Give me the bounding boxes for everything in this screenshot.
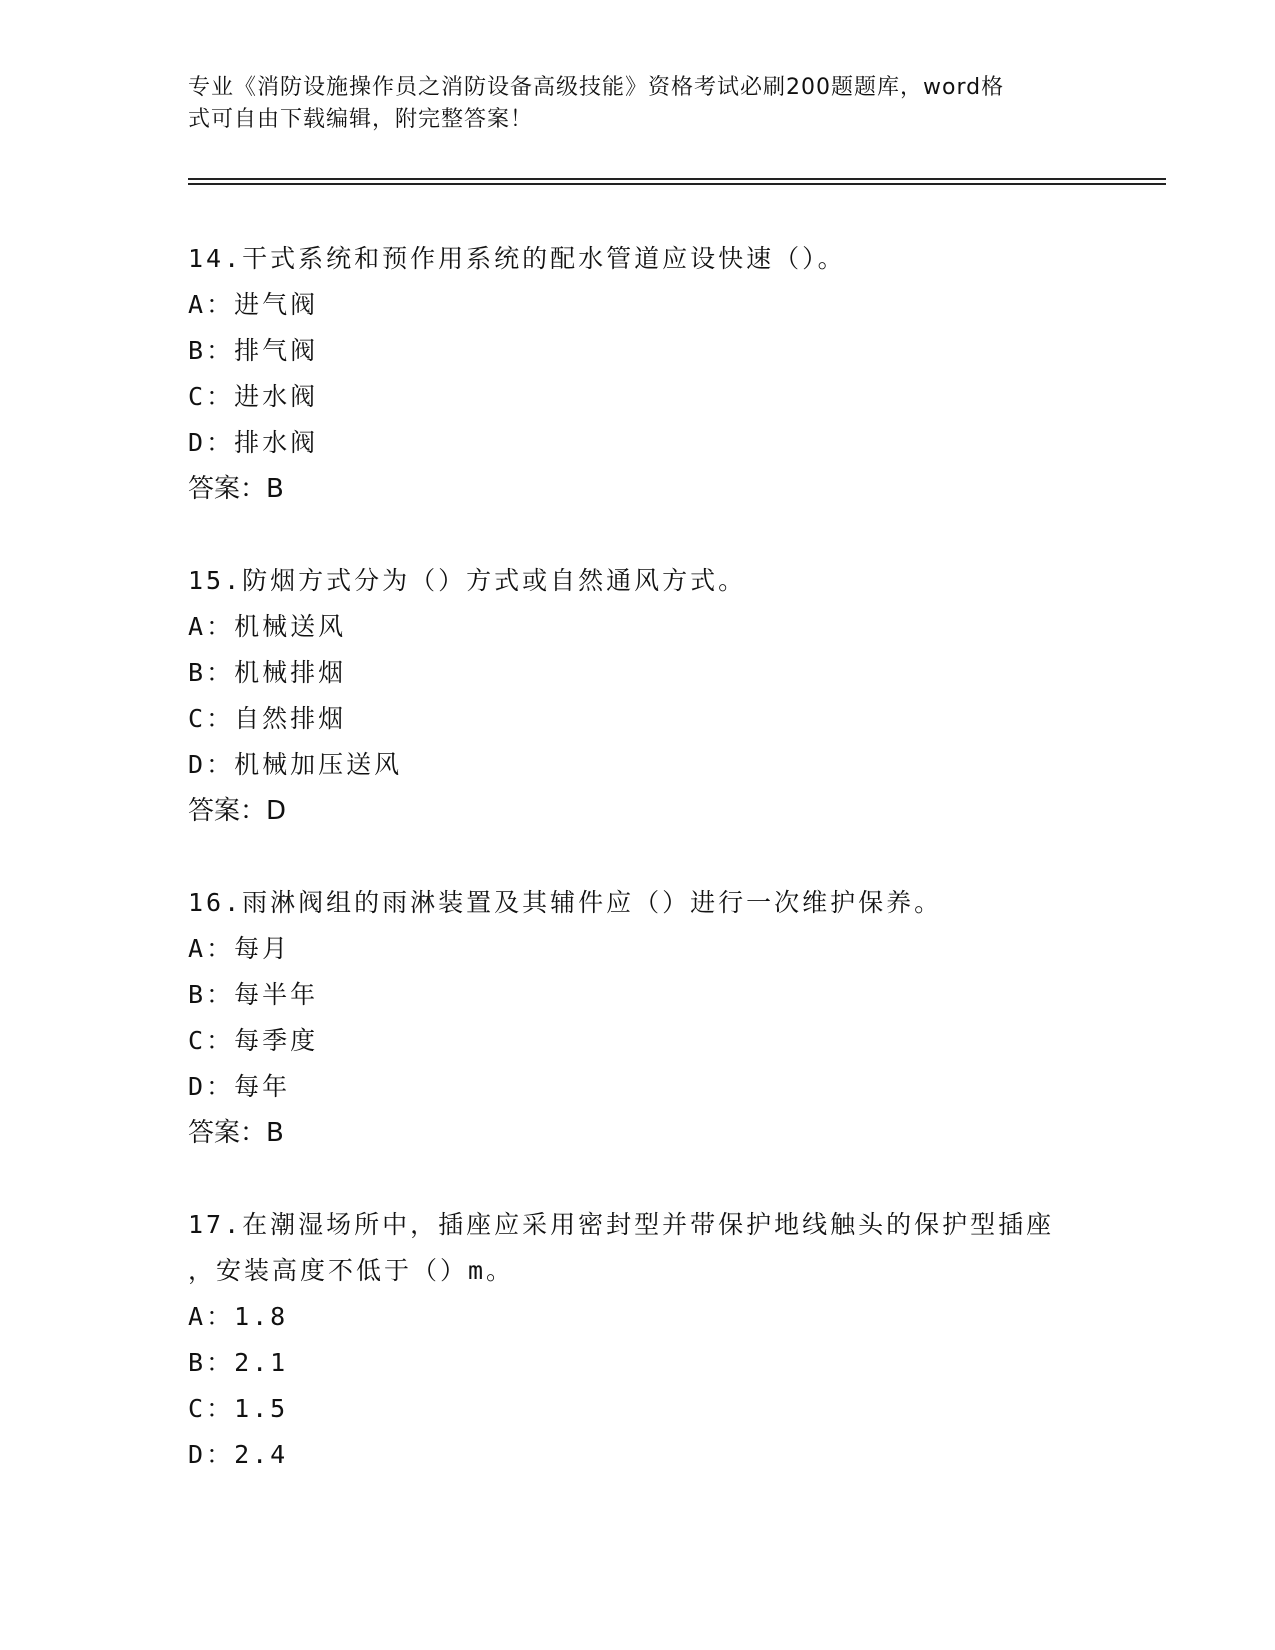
- option-text: 每月: [234, 934, 291, 963]
- option-letter: C: [188, 704, 207, 733]
- option-letter: D: [188, 428, 207, 457]
- question-16: [188, 880, 1088, 1156]
- answer-line: 答案：D: [188, 796, 287, 826]
- question-stem: 17.在潮湿场所中，插座应采用密封型并带保护地线触头的保护型插座: [188, 1210, 1055, 1239]
- option-letter: D: [188, 750, 207, 779]
- question-14: [188, 236, 1088, 512]
- option-c: C：自然排烟: [188, 696, 1088, 742]
- option-a: A：1.8: [188, 1294, 1088, 1340]
- option-d: D：2.4: [188, 1432, 1088, 1478]
- option-d: D：机械加压送风: [188, 742, 1088, 788]
- option-c: C：每季度: [188, 1018, 1088, 1064]
- option-letter: B: [188, 658, 207, 687]
- header-divider-bottom: [188, 183, 1166, 185]
- option-text: 每半年: [234, 980, 319, 1009]
- option-letter: A: [188, 612, 207, 641]
- option-d: D：每年: [188, 1064, 1088, 1110]
- question-stem: 15.防烟方式分为（）方式或自然通风方式。: [188, 566, 747, 595]
- option-letter: B: [188, 980, 207, 1009]
- question-stem: 16.雨淋阀组的雨淋装置及其辅件应（）进行一次维护保养。: [188, 888, 943, 917]
- option-text: 进气阀: [234, 290, 319, 319]
- option-b: B：2.1: [188, 1340, 1088, 1386]
- question-15: [188, 558, 1088, 834]
- option-b: B：每半年: [188, 972, 1088, 1018]
- option-text: 每年: [234, 1072, 291, 1101]
- header-line-2: 式可自由下载编辑，附完整答案！: [188, 107, 534, 132]
- option-text: 自然排烟: [234, 704, 347, 733]
- document-header: [188, 72, 1088, 136]
- option-letter: B: [188, 336, 207, 365]
- question-stem: 14.干式系统和预作用系统的配水管道应设快速（）。: [188, 244, 846, 273]
- question-stem-continued: ，安装高度不低于（）m。: [188, 1256, 515, 1285]
- answer-line: 答案：B: [188, 1118, 284, 1148]
- option-letter: A: [188, 934, 207, 963]
- option-text: 机械加压送风: [234, 750, 403, 779]
- option-text: 排水阀: [234, 428, 319, 457]
- answer-line: 答案：B: [188, 474, 284, 504]
- header-divider-top: [188, 178, 1166, 180]
- option-letter: C: [188, 1394, 207, 1423]
- option-letter: C: [188, 382, 207, 411]
- option-b: B：机械排烟: [188, 650, 1088, 696]
- option-text: 排气阀: [234, 336, 319, 365]
- option-letter: A: [188, 1302, 207, 1331]
- option-a: A：机械送风: [188, 604, 1088, 650]
- option-letter: D: [188, 1440, 207, 1469]
- option-d: D：排水阀: [188, 420, 1088, 466]
- option-b: B：排气阀: [188, 328, 1088, 374]
- option-c: C：1.5: [188, 1386, 1088, 1432]
- question-17: [188, 1202, 1088, 1478]
- option-letter: D: [188, 1072, 207, 1101]
- option-c: C：进水阀: [188, 374, 1088, 420]
- option-text: 2.4: [234, 1440, 289, 1469]
- option-text: 2.1: [234, 1348, 289, 1377]
- header-line-1: 专业《消防设施操作员之消防设备高级技能》资格考试必刷200题题库，word格: [188, 75, 1005, 100]
- option-text: 1.5: [234, 1394, 289, 1423]
- option-text: 机械送风: [234, 612, 347, 641]
- option-text: 1.8: [234, 1302, 289, 1331]
- option-letter: B: [188, 1348, 207, 1377]
- option-letter: A: [188, 290, 207, 319]
- option-text: 机械排烟: [234, 658, 347, 687]
- option-text: 进水阀: [234, 382, 319, 411]
- option-text: 每季度: [234, 1026, 319, 1055]
- option-a: A：进气阀: [188, 282, 1088, 328]
- option-letter: C: [188, 1026, 207, 1055]
- option-a: A：每月: [188, 926, 1088, 972]
